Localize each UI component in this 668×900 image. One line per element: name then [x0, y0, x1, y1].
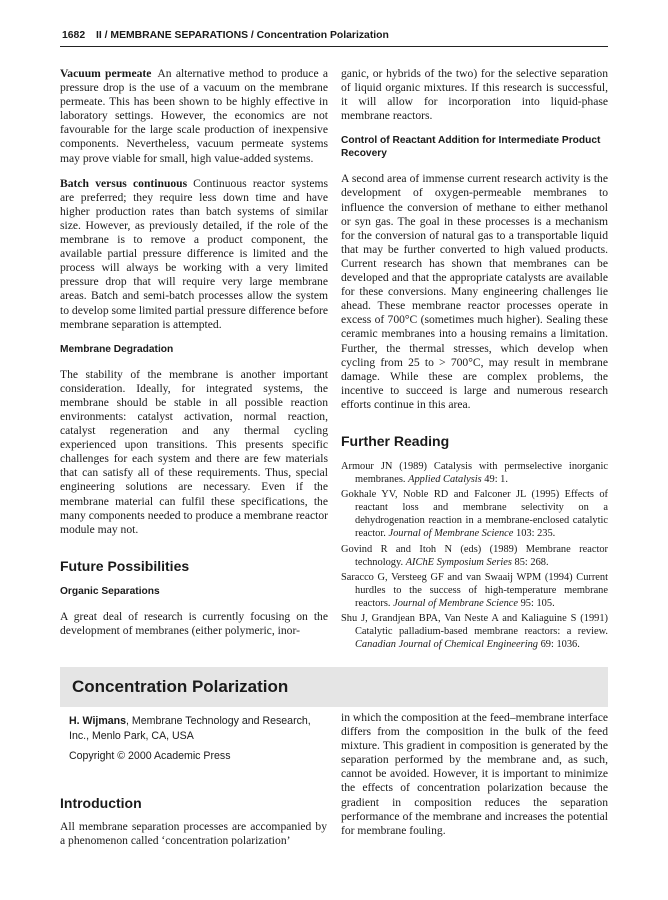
batch-paragraph — [60, 177, 328, 332]
reference-item: Govind R and Itoh N (eds) (1989) Membrane reactor technology. AIChE Symposium Series 85: 268. — [341, 543, 608, 568]
membrane-degradation-heading: Membrane Degradation — [60, 343, 174, 355]
vacuum-paragraph — [60, 67, 328, 166]
vacuum-lead: Vacuum permeate — [60, 67, 152, 80]
future-possibilities-heading: Future Possibilities — [60, 557, 190, 574]
article-left-column — [60, 714, 327, 859]
introduction-paragraph: All membrane separation processes are accompanied by a phenomenon called ‘concentration polarization’ — [60, 819, 327, 847]
organic-paragraph: A great deal of research is currently focusing on the development of membranes (either polymeric, inor- — [60, 609, 328, 637]
reference-item: Saracco G, Versteeg GF and van Swaaij WPM (1994) Current hurdles to the success of high-temperature membrane reactors. Journal of Membrane Science 95: 105. — [341, 571, 608, 609]
article-title: Concentration Polarization — [72, 677, 289, 696]
reference-item: Shu J, Grandjean BPA, Van Neste A and Kaliaguine S (1991) Catalytic palladium-based membrane reactors: a review. Canadian Journal of Chemical Engineering 69: 1036. — [341, 613, 608, 651]
author-line — [69, 714, 327, 743]
copyright-line: Copyright © 2000 Academic Press — [69, 750, 231, 763]
article-right-column — [341, 711, 608, 849]
running-header — [60, 26, 608, 47]
author-affiliation: , Membrane Technology and Research, Inc., Menlo Park, CA, USA — [69, 715, 311, 742]
reference-item: Gokhale YV, Noble RD and Falconer JL (1995) Effects of reactant loss and membrane selectivity on a dehydrogenation reaction in a membrane-enclosed catalytic reactor. Journal of Membrane Science 103: 235. — [341, 489, 608, 540]
vacuum-text: An alternative method to produce a pressure drop is the use of a vacuum on the membrane permeate. This has been shown to be highly effective in laboratory settings. However, the economics are not favourable for the large scale production of inexpensive components. Nevertheless, vacuum permeate systems may prove viable for small, high value-added systems. — [60, 67, 328, 165]
further-reading-heading: Further Reading — [341, 432, 450, 449]
organic-separations-heading: Organic Separations — [60, 585, 160, 597]
control-reactant-heading: Control of Reactant Addition for Intermediate Product Recovery — [341, 135, 601, 160]
page-number: 1682 — [62, 30, 86, 41]
left-column — [60, 67, 328, 649]
article-right-paragraph: in which the composition at the feed–membrane interface differs from the composition in the bulk of the feed mixture. This gradient in composition is generated by the separation performed by the membrane and, as such, cannot be avoided. However, it is important to minimize the effects of concentration polarization because the gradient in composition reduces the separation performance of the membrane and increases the potential for membrane fouling. — [341, 711, 608, 837]
degradation-paragraph: The stability of the membrane is another important consideration. Ideally, for integrated systems, the membrane should be stable in all possible reaction environments: catalyst activation, normal reaction, catalyst regeneration and any thermal cycling experienced upon transitions. This presents specific challenges for each system and there are few materials that can satisfy all of these requirements. Thus, special engineering solutions are necessary. Even if the membrane material can fulfil these specifications, the many components needed to produce a membrane reactor module may not. — [60, 367, 328, 536]
batch-lead: Batch versus continuous — [60, 176, 188, 190]
running-title: II / MEMBRANE SEPARATIONS / Concentration Polarization — [96, 30, 389, 41]
author-name: H. Wijmans — [69, 715, 127, 727]
control-paragraph: A second area of immense current research activity is the development of oxygen-permeable membranes to influence the conversion of methane to either methanol or syn gas. The goal in these processes is a mechanism for the conversion of natural gas to a transportable liquid that may be further converted to high valued products. Current research has shown that membranes can be developed and that the appropriate catalysts are available for these conversions. Many engineering challenges lie ahead. These membrane reactor processes operate in excess of 700°C (sometimes much higher). Sealing these ceramic membranes into a housing remains a limitation. Further, the thermal stresses, which develop when cycling from 25 to > 700°C, may result in membrane damage. While these are complex problems, the incentive to succeed is large and numerous research efforts continue in this area. — [341, 172, 608, 411]
batch-text: Continuous reactor systems are preferred; they require less down time and have higher production rates than batch systems of similar size. However, as previously detailed, if the role of the membrane is to remove a product component, the available partial pressure difference is limited and the process will always be working with a very limited pressure drop that will require very large membrane areas. Batch and semi-batch processes allow the system to develop some limited partial pressure difference before membrane separation is attempted. — [60, 176, 328, 331]
introduction-heading: Introduction — [60, 794, 142, 811]
reference-list — [341, 460, 608, 651]
article-title-banner — [60, 667, 608, 707]
reference-item: Armour JN (1989) Catalysis with permselective inorganic membranes. Applied Catalysis 49: 1. — [341, 460, 608, 486]
organic-continuation: ganic, or hybrids of the two) for the selective separation of liquid organic mixtures. If this research is successful, it will allow for incorporation into liquid-phase membrane reactors. — [341, 67, 608, 123]
right-column — [341, 67, 608, 653]
